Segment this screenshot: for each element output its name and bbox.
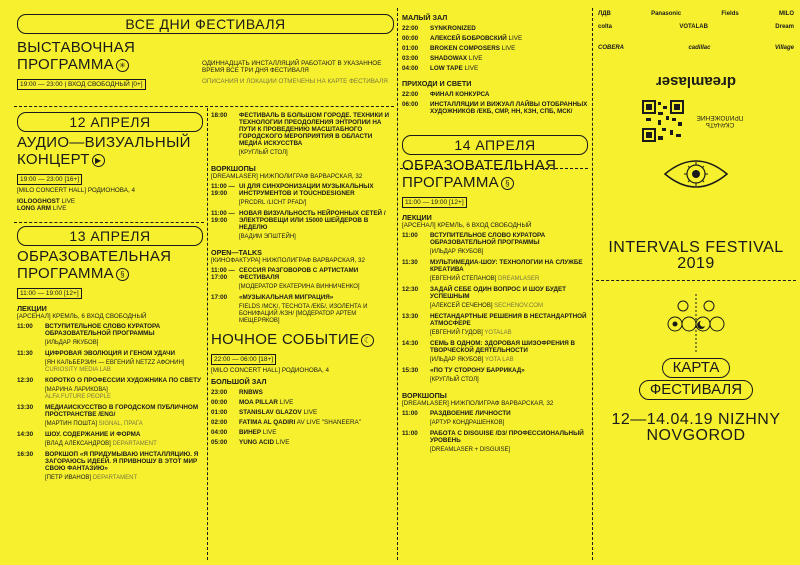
sponsor-logo: COBERA [598,45,625,51]
edu-time: 11:00 — 19:00 [12+] [17,288,82,299]
festival-city: NOVGOROD [646,427,746,444]
lecture-item: 11:30 ЦИФРОВАЯ ЭВОЛЮЦИЯ И ГЕНОМ УДАЧИ [17,350,176,357]
sponsor-row-2 [598,23,794,32]
talk-item: 11:00 — 17:00 СЕССИЯ РАЗГОВОРОВ С АРТИСТАМИ ФЕСТИВАЛЯ [211,267,359,281]
come-title: ПРИХОДИ И СВЕТИ [402,79,472,88]
column-1 [17,110,203,562]
festival-year: 2019 [677,255,715,272]
come-item: 22:00 ФИНАЛ КОНКУРСА [402,91,490,98]
lecture-speaker: [АЛЕКСЕЙ СЕЧЕНОВ] SECHENOV.COM [430,303,543,309]
moon-icon: ☾ [361,334,374,347]
lecture14-list [402,232,588,384]
lecture-item: 12:30 ЗАДАЙ СЕБЕ ОДИН ВОПРОС И ШОУ БУДЕТ УСПЕШНЫМ [402,286,567,300]
exhibition-title-2: ПРОГРАММА ✳ [17,58,202,72]
sponsor-row-1 [598,10,794,19]
sponsor-logo: Panasonic [651,11,682,17]
lecture-speaker: [ЕВГЕНИЙ ГУДОВ] YOTALAB [430,330,512,336]
lecture-item: 11:30 МУЛЬТИМЕДИА-ШОУ: ТЕХНОЛОГИИ НА СЛУЖБЕ КРЕАТИВА [402,259,583,273]
big-hall-item: 01:00 STANISLAV GLAZOV LIVE [211,409,318,416]
av-acts [17,198,203,212]
big-hall-item: 02:00 FATIMA AL QADIRI AV LIVE "SHANEERA" [211,419,361,426]
dreamlaser-logo: dreamlaser [655,73,737,90]
festival-title-block [598,240,794,272]
small-hall-item: 01:00 BROKEN COMPOSERS LIVE [402,45,516,52]
workshop-item: 11:00 РАБОТА С DISGUISE /D3/ ПРОФЕССИОНАЛЬНЫЙ УРОВЕНЬ [402,430,584,444]
av-concert-venue: [MILO CONCERT HALL] РОДИОНОВА, 4 [17,187,135,194]
lecture-speaker: [ПЕТР ИВАНОВ] DEPARTAMENT [45,475,138,481]
lecture-speaker: [МАРТИН ПОШТА] SIGNAL, ПРАГА [45,421,143,427]
workshops-venue: [DREAMLASER] НИЖПОЛИГРАФ ВАРВАРСКАЯ, 32 [211,173,363,180]
play-icon: ▶ [92,154,105,167]
talks-venue: [КИНОФАКТУРА] НИЖПОЛИГРАФ ВАРВАРСКАЯ, 32 [211,257,366,264]
lecture-speaker: [ЕВГЕНИЙ СТЕПАНОВ] DREAMLASER [430,276,540,282]
roundtable-item: 18:00 ФЕСТИВАЛЬ В БОЛЬШОМ ГОРОДЕ. ТЕХНИКИ И ТЕХНОЛОГИИ ПРЕОДОЛЕНИЯ ЭНТРОПИИ НА ПУТИ К ПРОВЕДЕНИЮ МАСШТАБНОГО ГОРОДСКОГО МЕРОПРИЯТИЯ В ОБЛАСТИ МЕДИА ИСКУССТВА [211,112,390,147]
lecture-item: 11:00 ВСТУПИТЕЛЬНОЕ СЛОВО КУРАТОРА ОБРАЗОВАТЕЛЬНОЙ ПРОГРАММЫ [17,323,161,337]
eye-icon [663,154,729,194]
lectures-title: ЛЕКЦИИ [17,304,47,313]
workshops14-venue: [DREAMLASER] НИЖПОЛИГРАФ ВАРВАРСКАЯ, 32 [402,400,554,407]
map-label-2: ФЕСТИВАЛЯ [639,380,753,400]
talks-title: OPEN—TALKS [211,248,262,257]
big-hall-item: 04:00 ВИНЕР LIVE [211,429,277,436]
edu14-title-2: ПРОГРАММА § [402,176,588,190]
lectures14-title: ЛЕКЦИИ [402,213,432,222]
act-item: LONG ARM LIVE [17,205,67,212]
edu-title-2: ПРОГРАММА § [17,267,203,281]
festival-dates-block [598,412,794,444]
lecture-speaker: [ИЛЬДАР ЯКУБОВ] YOTA LAB [430,357,514,363]
edu-title-1: ОБРАЗОВАТЕЛЬНАЯ [17,248,172,265]
map-title [598,358,794,400]
column-divider [397,8,398,560]
row-divider [14,106,394,107]
sponsor-logo: Dream [775,24,794,30]
workshops14-title: ВОРКШОПЫ [402,391,447,400]
exhibition-meta: 19:00 — 23:00 | ВХОД СВОБОДНЫЙ [0+] [17,79,146,90]
exhibition-icon: ✳ [116,59,129,72]
lecture-speaker: [МАРИНА ЛАРИКОВА] [45,387,108,393]
qr-block [598,100,794,142]
lecture-item: 15:30 «ПО ТУ СТОРОНУ БАРРИКАД» [402,367,525,374]
column-2 [211,110,394,562]
qr-code-icon[interactable] [642,100,684,142]
festival-emblem [598,294,794,354]
workshop-who: [ВАДИМ ЭПШТЕЙН] [239,234,296,240]
lectures14-venue: [АРСЕНАЛ] КРЕМЛЬ, 6 ВХОД СВОБОДНЫЙ [402,222,532,229]
sponsor-row-3 [598,44,794,53]
workshop-who: [АРТУР КОНДРАШЕНКОВ] [430,420,505,426]
festival-name: INTERVALS FESTIVAL [608,239,784,256]
big-hall-title: БОЛЬШОЙ ЗАЛ [211,377,267,386]
av-concert-title-1: АУДИО—ВИЗУАЛЬНЫЙ [17,134,191,151]
big-hall-item: 23:00 RNBWS [211,389,263,396]
lecture-speaker: [ВЛАД АЛЕКСАНДРОВ] DEPARTAMENT [45,441,157,447]
column-3 [402,12,588,560]
talk-item: 17:00 «МУЗЫКАЛЬНАЯ МИГРАЦИЯ» [211,294,334,301]
sponsor-logo: Fields [721,11,739,17]
lecture-item: 11:00 ВСТУПИТЕЛЬНОЕ СЛОВО КУРАТОРА ОБРАЗОВАТЕЛЬНОЙ ПРОГРАММЫ [402,232,546,246]
small-hall-list [402,25,588,72]
lecture-item: 13:30 МЕДИАИСКУССТВО В ГОРОДСКОМ ПУБЛИЧНОМ ПРОСТРАНСТВЕ /ENG/ [17,404,199,418]
small-hall-item: 03:00 SHADOWAX LIVE [402,55,483,62]
av-concert-time: 19:00 — 23:00 [16+] [17,174,82,185]
night-time: 22:00 — 06:00 [18+] [211,354,276,365]
lecture-list [17,323,203,482]
come-item: 06:00 ИНСТАЛЛЯЦИИ И ВИЖУАЛ ЛАЙВЫ ОТОБРАННЫХ ХУДОЖНИКОВ /ЕКБ, СМР, НН, КЗН, СПБ, МСК/ [402,101,588,115]
workshop-item: 11:00 — 19:00 UI ДЛЯ СИНХРОНИЗАЦИИ МУЗЫКАЛЬНЫХ ИНСТРУМЕНТОВ И TOUCHDESIGNER [211,183,374,197]
dollar-icon: § [501,177,514,190]
lecture-org: CURIOSITY MEDIA LAB [45,367,111,373]
eye-logo [598,154,794,194]
column-divider [592,8,593,560]
sponsor-logo: VOTALAB [679,24,708,30]
night-event-title: НОЧНОЕ СОБЫТИЕ ☾ [211,333,394,347]
all-days-header: ВСЕ ДНИ ФЕСТИВАЛЯ [17,14,394,34]
big-hall-item: 05:00 YUNG ACID LIVE [211,439,290,446]
lecture-speaker: [ЯН КАЛЬБЕРЗИН — ЕВГЕНИЙ NETZZ АФОНИН] [45,360,185,366]
roundtable-who: [КРУГЛЫЙ СТОЛ] [239,150,288,156]
all-days-section [17,12,394,104]
lectures-venue: [АРСЕНАЛ] КРЕМЛЬ, 6 ВХОД СВОБОДНЫЙ [17,313,147,320]
lecture-item: 13:30 НЕСТАНДАРТНЫЕ РЕШЕНИЯ В НЕСТАНДАРТНОЙ АТМОСФЕРЕ [402,313,587,327]
lecture-speaker: [ИЛЬДАР ЯКУБОВ] [45,340,99,346]
workshops-title: ВОРКШОПЫ [211,164,256,173]
exhibition-title-1: ВЫСТАВОЧНАЯ [17,39,136,56]
april-13-header: 13 АПРЕЛЯ [17,226,203,246]
workshop-item: 11:00 РАЗДВОЕНИЕ ЛИЧНОСТИ [402,410,511,417]
april-12-header: 12 АПРЕЛЯ [17,112,203,132]
lecture-item: 14:30 СЕМЬ В ОДНОМ: ЗДОРОВАЯ ШИЗОФРЕНИЯ В ТВОРЧЕСКОЙ ДЕЯТЕЛЬНОСТИ [402,340,576,354]
lecture-item: 12:30 КОРОТКО О ПРОФЕССИИ ХУДОЖНИКА ПО СВЕТУ [17,377,201,384]
lecture-item: 16:30 ВОРКШОП «Я ПРИДУМЫВАЮ ИНСТАЛЛЯЦИЮ. Я ЗАГОРАЮСЬ ИДЕЕЙ. Я ПРИВНОШУ В ЭТОТ МИР СВОЮ ФАНТАЗИЮ» [17,451,199,472]
talk-who: FIELDS /MCK/, TECHOTA /ЕКБ/, ИЗОЛЕНТА И БОНИФАЦИЙ /КЗН/ [МОДЕРАТОР АРТЕМ МЕЩЕРЯКОВ] [239,304,368,324]
lecture-speaker: [ИЛЬДАР ЯКУБОВ] [430,249,484,255]
night-venue: [MILO CONCERT HALL] РОДИОНОВА, 4 [211,367,329,374]
talk-who: [МОДЕРАТОР ЕКАТЕРИНА ВИННИЧЕНКО] [239,284,360,290]
big-hall-item: 00:00 MOA PILLAR LIVE [211,399,294,406]
big-hall-list [211,389,394,446]
lecture-speaker: [КРУГЛЫЙ СТОЛ] [430,377,479,383]
column-divider [207,108,208,560]
edu14-time: 11:00 — 19:00 [12+] [402,197,467,208]
map-label-1: КАРТА [662,358,731,378]
small-hall-item: 04:00 LOW TAPE LIVE [402,65,479,72]
april-14-header: 14 АПРЕЛЯ [402,135,588,155]
workshop-who: [PRCDRL /LICHT PFAD/] [239,200,307,206]
exhibition-desc: ОДИННАДЦАТЬ ИНСТАЛЛЯЦИЙ РАБОТАЮТ В УКАЗАННОЕ ВРЕМЯ ВСЕ ТРИ ДНЯ ФЕСТИВАЛЯ [202,60,382,74]
lecture-org: ALFA FUTURE PEOPLE [45,394,112,400]
dollar-icon: § [116,268,129,281]
qr-caption: СКАЧАТЬ ПРИЛОЖЕНИЕ [696,114,744,128]
lecture-item: 14:30 ШОУ. СОДЕРЖАНИЕ И ФОРМА [17,431,141,438]
sponsor-logo: colta [598,24,613,30]
edu14-title-1: ОБРАЗОВАТЕЛЬНАЯ [402,157,557,174]
act-item: IGLOOGHOST LIVE [17,198,76,205]
sponsor-logo: Village [774,45,794,51]
exhibition-desc-2: ОПИСАНИЯ И ЛОКАЦИИ ОТМЕЧЕНЫ НА КАРТЕ ФЕСТИВАЛЯ [202,78,388,85]
small-hall-item: 22:00 SYNKRONIZED [402,25,476,32]
workshop-item: 11:00 — 19:00 НОВАЯ ВИЗУАЛЬНОСТЬ НЕЙРОННЫХ СЕТЕЙ / ЭЛЕКТРОВЕЩИ ИЛИ 15000 ШЕЙДЕРОВ В НЕДЕЛЮ [211,210,386,231]
small-hall-title: МАЛЫЙ ЗАЛ [402,13,448,22]
sponsor-logo: cadillac [688,45,711,51]
av-concert-title-2: КОНЦЕРТ ▶ [17,153,203,167]
festival-dates: 12—14.04.19 NIZHNY [611,411,781,428]
workshop-who: [DREAMLASER + DISGUISE] [430,447,511,453]
sponsor-logo: ЛДВ [598,11,611,17]
sponsor-logo: MILO [778,11,794,17]
sidebar [598,10,794,562]
small-hall-item: 00:00 АЛЕКСЕЙ БОБРОВСКИЙ LIVE [402,35,523,42]
festival-emblem-icon [661,294,731,354]
